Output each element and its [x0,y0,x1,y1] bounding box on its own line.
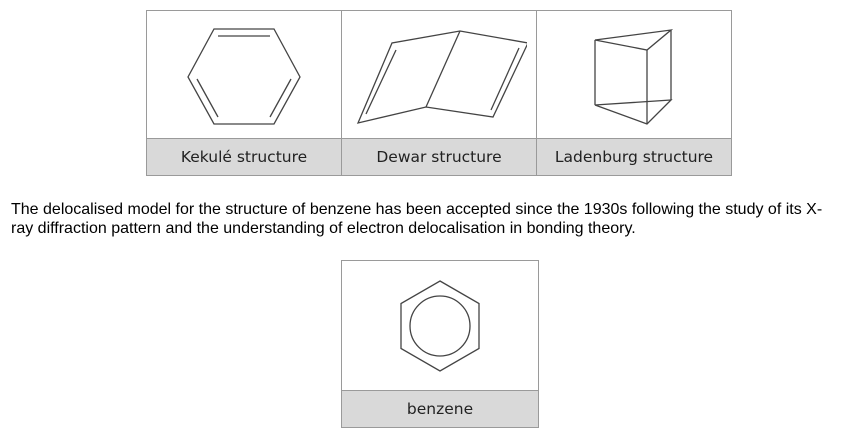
dewar-caption: Dewar structure [342,138,536,175]
benzene-description-paragraph: The delocalised model for the structure of benzene has been accepted since the 1930s following the study of its X-ray diffraction pattern and the understanding of electron delocalisation in bonding theory. [11,201,823,237]
ladenburg-caption: Ladenburg structure [537,138,731,175]
benzene-box [341,260,539,428]
dewar-structure-icon [342,11,536,138]
kekule-structure-icon [147,11,341,138]
ladenburg-cell [537,11,731,175]
kekule-caption: Kekulé structure [147,138,341,175]
kekule-cell [147,11,342,175]
ladenburg-structure-icon [537,11,731,138]
dewar-cell [342,11,537,175]
benzene-delocalised-icon [342,261,538,390]
structures-table [146,10,732,176]
benzene-caption: benzene [342,390,538,427]
